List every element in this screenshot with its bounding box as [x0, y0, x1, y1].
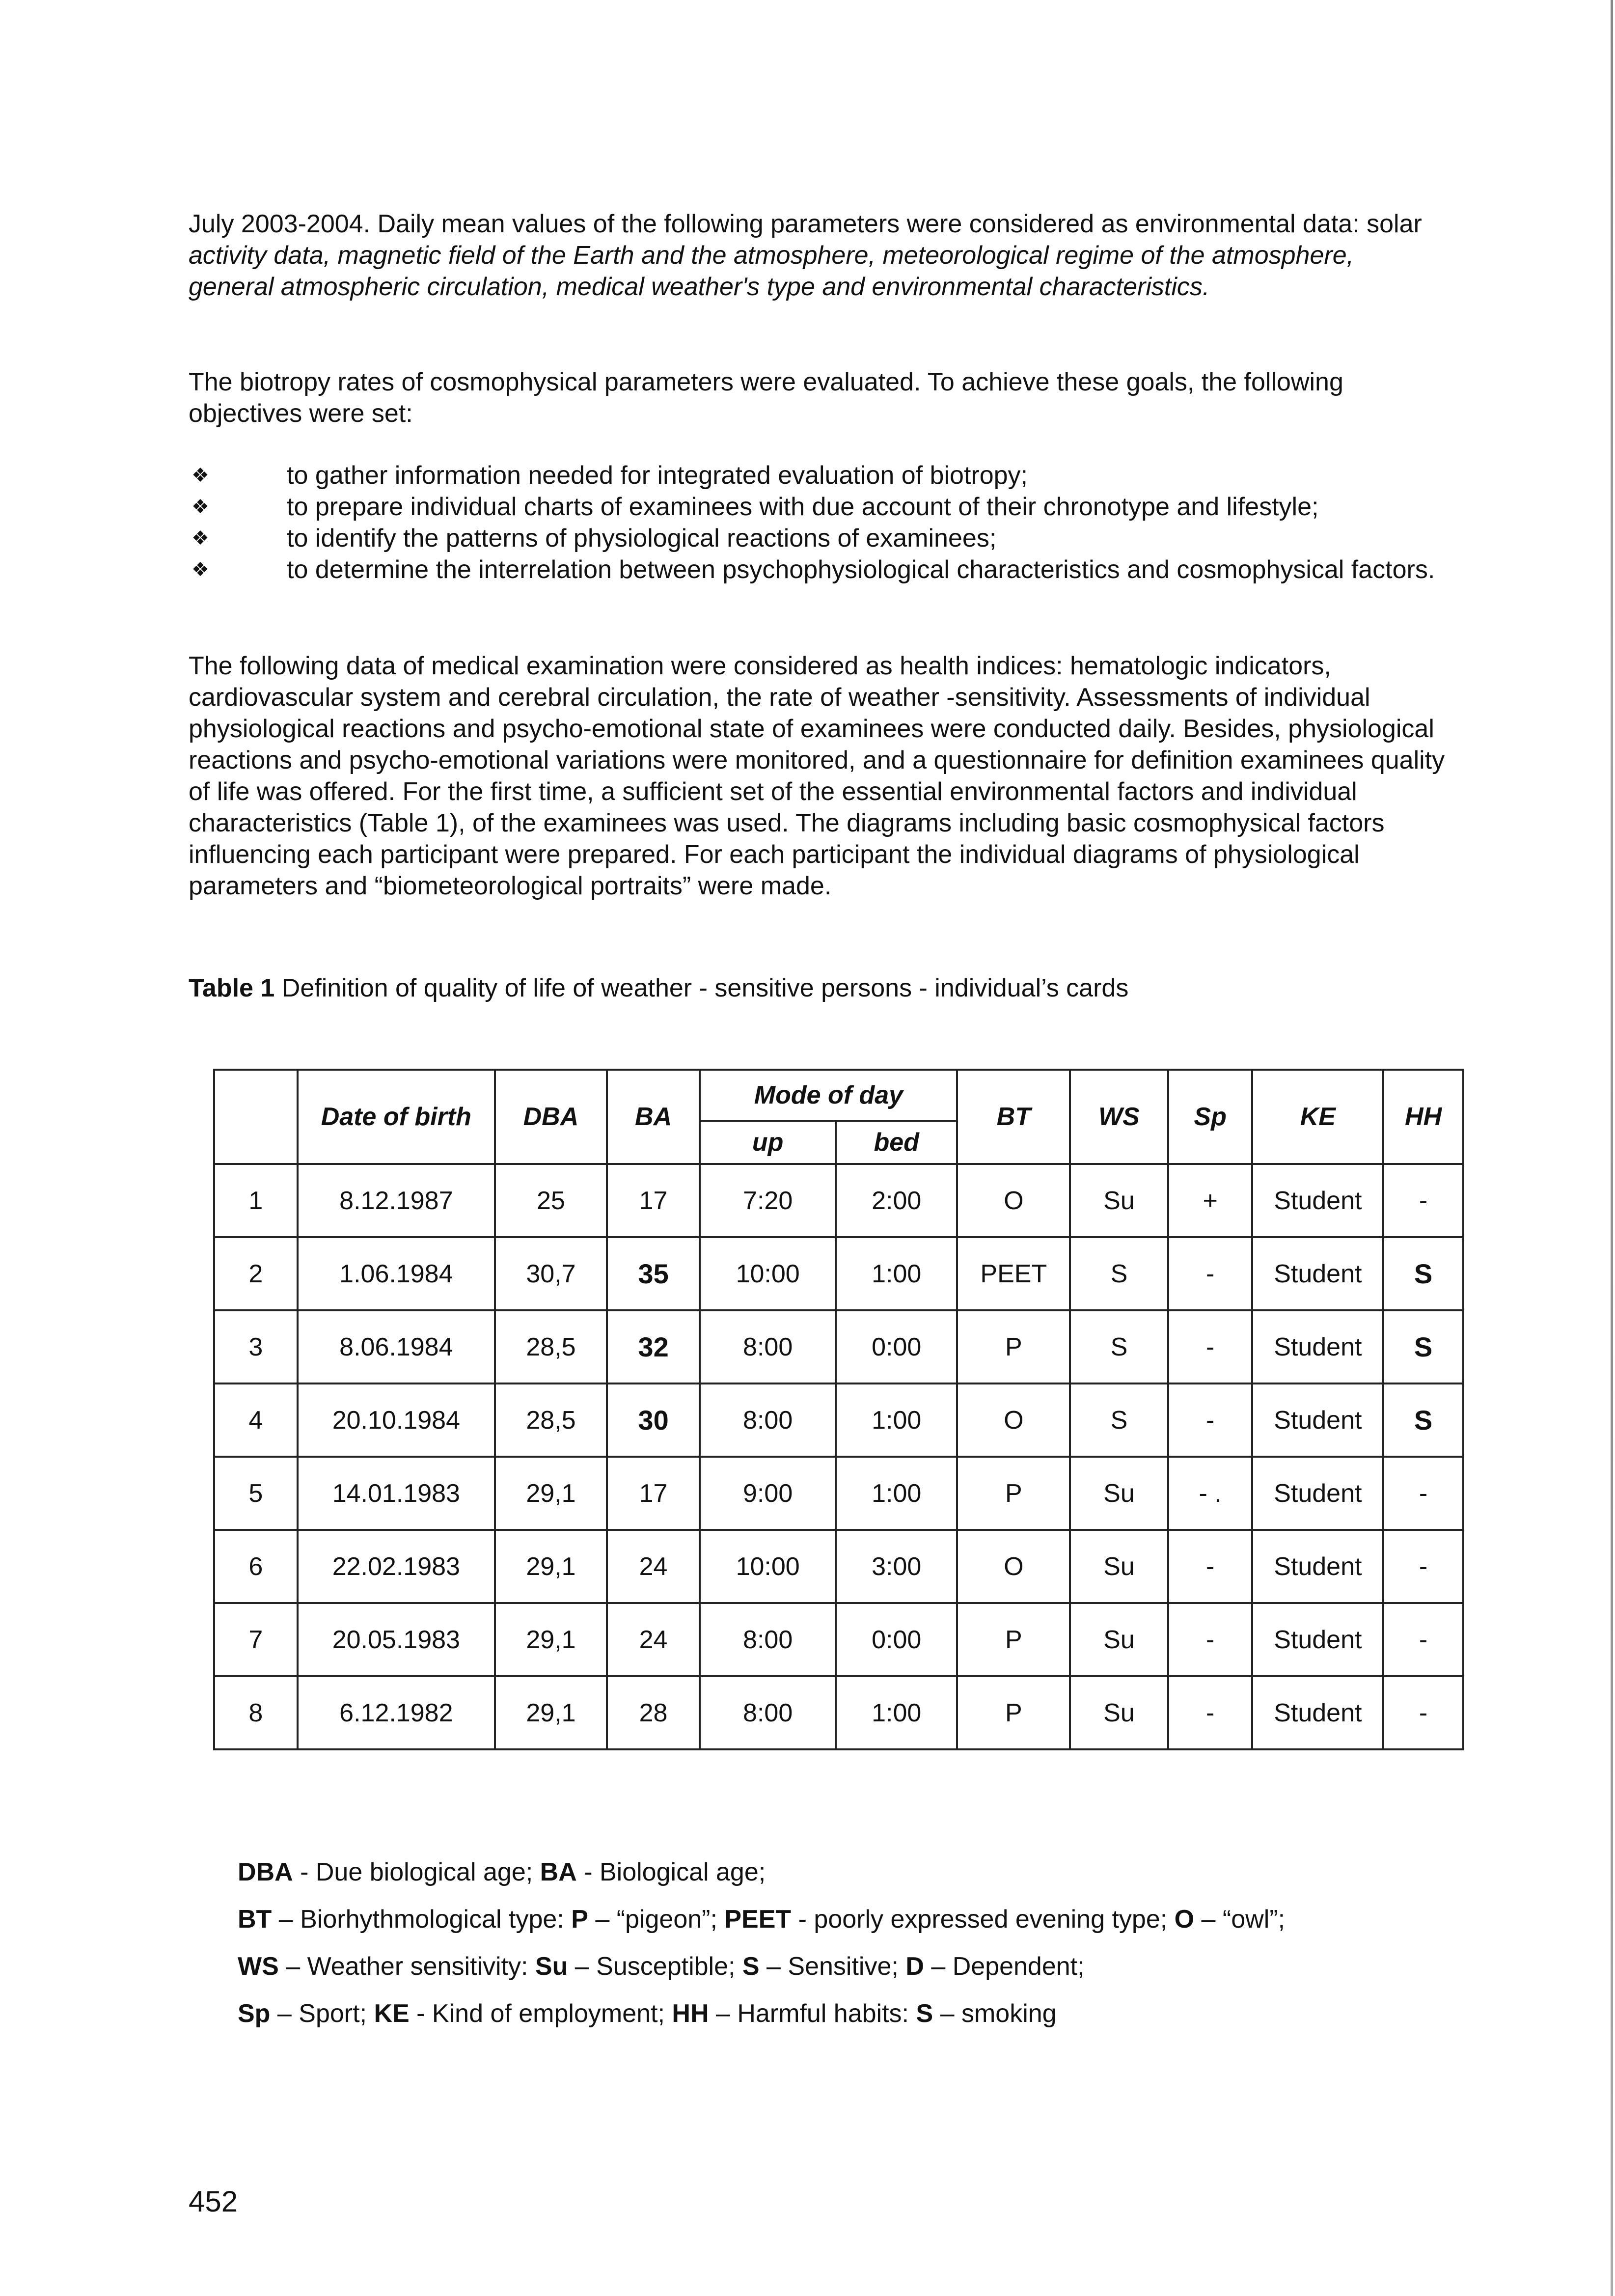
- table-row: [214, 1676, 1463, 1749]
- cell-bt: O: [957, 1383, 1070, 1457]
- legend-definition: – Weather sensitivity:: [278, 1952, 535, 1981]
- legend-term: P: [571, 1905, 588, 1934]
- cell-hh: -: [1383, 1676, 1463, 1749]
- cell-up: 9:00: [700, 1457, 836, 1530]
- cell-ke: Student: [1252, 1310, 1383, 1383]
- table-caption-label: Table 1: [189, 974, 275, 1002]
- list-item: [189, 491, 1446, 523]
- cell-bt: O: [957, 1530, 1070, 1603]
- cell-ke: Student: [1252, 1457, 1383, 1530]
- legend-definition: – Sport;: [270, 1999, 374, 2028]
- cell-hh: -: [1383, 1530, 1463, 1603]
- cell-bt: P: [957, 1603, 1070, 1676]
- legend-term: O: [1174, 1905, 1195, 1934]
- cell-dob: 22.02.1983: [298, 1530, 495, 1603]
- cell-ba: 24: [607, 1603, 700, 1676]
- bullet-icon: ❖: [192, 465, 209, 486]
- table-row: [214, 1383, 1463, 1457]
- cell-ws: Su: [1070, 1603, 1168, 1676]
- cell-up: 8:00: [700, 1676, 836, 1749]
- legend-line-weather-sensitivity: [238, 1951, 1465, 1982]
- legend-definition: - poorly expressed evening type;: [791, 1905, 1175, 1934]
- cell-dob: 8.06.1984: [298, 1310, 495, 1383]
- cell-dba: 29,1: [495, 1676, 607, 1749]
- cell-ke: Student: [1252, 1164, 1383, 1237]
- cell-dba: 28,5: [495, 1383, 607, 1457]
- cell-up: 7:20: [700, 1164, 836, 1237]
- header-up: up: [700, 1121, 836, 1164]
- cell-ba: 28: [607, 1676, 700, 1749]
- objectives-list: [189, 460, 1446, 585]
- legend-term: BA: [540, 1858, 577, 1886]
- cell-bt: P: [957, 1310, 1070, 1383]
- cell-dob: 20.05.1983: [298, 1603, 495, 1676]
- table-row: [214, 1237, 1463, 1310]
- bullet-icon: ❖: [192, 496, 209, 518]
- cell-dob: 8.12.1987: [298, 1164, 495, 1237]
- legend-definition: – Biorhythmological type:: [272, 1905, 572, 1934]
- header-date-of-birth: Date of birth: [298, 1070, 495, 1164]
- cell-index: 2: [214, 1237, 298, 1310]
- legend-definition: – Susceptible;: [568, 1952, 742, 1981]
- legend-definition: - Biological age;: [576, 1858, 766, 1886]
- cell-up: 8:00: [700, 1603, 836, 1676]
- cell-ws: Su: [1070, 1530, 1168, 1603]
- cell-sp: +: [1168, 1164, 1253, 1237]
- cell-ke: Student: [1252, 1676, 1383, 1749]
- header-sp: Sp: [1168, 1070, 1253, 1164]
- bullet-icon: ❖: [192, 527, 209, 549]
- cell-sp: -: [1168, 1383, 1253, 1457]
- paragraph1-lead: July 2003-2004. Daily mean values of the following parameters were considered as environmental data: solar: [189, 210, 1422, 238]
- list-item-text: to gather information needed for integrated evaluation of biotropy;: [287, 461, 1028, 490]
- cell-ke: Student: [1252, 1383, 1383, 1457]
- cell-ba: 35: [607, 1237, 700, 1310]
- header-ke: KE: [1252, 1070, 1383, 1164]
- cell-hh: -: [1383, 1164, 1463, 1237]
- legend-term: S: [742, 1952, 760, 1981]
- table-row: [214, 1164, 1463, 1237]
- cell-sp: -: [1168, 1676, 1253, 1749]
- cell-dba: 29,1: [495, 1603, 607, 1676]
- paragraph-objectives-intro: The biotropy rates of cosmophysical parameters were evaluated. To achieve these goals, the following objectives were set:: [189, 368, 1343, 428]
- cell-hh: S: [1383, 1383, 1463, 1457]
- paragraph-environmental-data: [189, 208, 1446, 303]
- cell-ws: Su: [1070, 1676, 1168, 1749]
- cell-bt: P: [957, 1676, 1070, 1749]
- cell-bed: 0:00: [836, 1310, 958, 1383]
- table-row: [214, 1310, 1463, 1383]
- header-mode-of-day: Mode of day: [700, 1070, 957, 1121]
- legend-term: D: [905, 1952, 924, 1981]
- legend-term: BT: [238, 1905, 272, 1934]
- legend-line-age: [238, 1856, 1465, 1888]
- cell-dob: 1.06.1984: [298, 1237, 495, 1310]
- legend-term: Su: [535, 1952, 568, 1981]
- legend-definition: – Sensitive;: [759, 1952, 906, 1981]
- cell-ba: 24: [607, 1530, 700, 1603]
- cell-index: 5: [214, 1457, 298, 1530]
- legend-term: WS: [238, 1952, 279, 1981]
- paragraph1-italic: activity data, magnetic field of the Earth and the atmosphere, meteorological regime of the atmosphere, general atmospheric circulation, medical weather's type and environmental characteristics.: [189, 241, 1354, 301]
- cell-ws: Su: [1070, 1457, 1168, 1530]
- cell-bed: 1:00: [836, 1676, 958, 1749]
- table-caption: [189, 972, 1128, 1004]
- cell-index: 1: [214, 1164, 298, 1237]
- cell-bed: 1:00: [836, 1383, 958, 1457]
- cell-bed: 3:00: [836, 1530, 958, 1603]
- header-dba: DBA: [495, 1070, 607, 1164]
- legend-term: DBA: [238, 1858, 293, 1886]
- legend-term: S: [916, 1999, 933, 2028]
- cell-index: 8: [214, 1676, 298, 1749]
- cell-index: 4: [214, 1383, 298, 1457]
- cell-ba: 17: [607, 1164, 700, 1237]
- paragraph-health-indices: The following data of medical examination were considered as health indices: hematologic indicators, cardiovascular system and cerebral circulation, the rate of weather -sensitivity. Assessments of individual physiological reactions and psycho-emotional state of examinees were conducted daily. Besides, physiological reactions and psycho-emotional variations were monitored, and a questionnaire for definition examinees quality of life was offered. For the first time, a sufficient set of the essential environmental factors and individual characteristics (Table 1), of the examinees was used. The diagrams including basic cosmophysical factors influencing each participant were prepared. For each participant the individual diagrams of physiological parameters and “biometeorological portraits” were made.: [189, 652, 1445, 900]
- legend-definition: – Harmful habits:: [709, 1999, 916, 2028]
- list-item: [189, 460, 1446, 491]
- table-legend: [238, 1856, 1465, 2045]
- cell-bed: 1:00: [836, 1237, 958, 1310]
- legend-definition: - Due biological age;: [293, 1858, 540, 1886]
- cell-bt: PEET: [957, 1237, 1070, 1310]
- cell-ke: Student: [1252, 1237, 1383, 1310]
- header-ba: BA: [607, 1070, 700, 1164]
- cell-hh: -: [1383, 1457, 1463, 1530]
- cell-ws: S: [1070, 1383, 1168, 1457]
- cell-sp: -: [1168, 1237, 1253, 1310]
- cell-ba: 17: [607, 1457, 700, 1530]
- list-item: [189, 523, 1446, 554]
- cell-index: 6: [214, 1530, 298, 1603]
- table-row: [214, 1530, 1463, 1603]
- cell-dba: 25: [495, 1164, 607, 1237]
- cell-up: 8:00: [700, 1310, 836, 1383]
- cell-dba: 30,7: [495, 1237, 607, 1310]
- cell-hh: S: [1383, 1310, 1463, 1383]
- cell-dba: 29,1: [495, 1457, 607, 1530]
- list-item-text: to prepare individual charts of examinees with due account of their chronotype and lifestyle;: [287, 493, 1319, 521]
- individual-cards-table: [213, 1069, 1464, 1750]
- cell-bt: P: [957, 1457, 1070, 1530]
- cell-ws: S: [1070, 1237, 1168, 1310]
- cell-hh: -: [1383, 1603, 1463, 1676]
- cell-dob: 20.10.1984: [298, 1383, 495, 1457]
- cell-up: 10:00: [700, 1530, 836, 1603]
- legend-line-habits: [238, 1998, 1465, 2029]
- cell-bed: 0:00: [836, 1603, 958, 1676]
- list-item-text: to determine the interrelation between psychophysiological characteristics and cosmophysical factors.: [287, 555, 1435, 584]
- cell-sp: -: [1168, 1310, 1253, 1383]
- cell-sp: -: [1168, 1530, 1253, 1603]
- list-item-text: to identify the patterns of physiological reactions of examinees;: [287, 524, 997, 553]
- cell-dba: 28,5: [495, 1310, 607, 1383]
- list-item: [189, 554, 1446, 585]
- legend-line-biorhythm: [238, 1904, 1465, 1935]
- header-ws: WS: [1070, 1070, 1168, 1164]
- cell-sp: -: [1168, 1603, 1253, 1676]
- table-row: [214, 1603, 1463, 1676]
- cell-up: 8:00: [700, 1383, 836, 1457]
- table-row: [214, 1457, 1463, 1530]
- legend-definition: – smoking: [933, 1999, 1057, 2028]
- cell-index: 3: [214, 1310, 298, 1383]
- legend-definition: – Dependent;: [924, 1952, 1085, 1981]
- cell-ws: Su: [1070, 1164, 1168, 1237]
- header-hh: HH: [1383, 1070, 1463, 1164]
- cell-ke: Student: [1252, 1603, 1383, 1676]
- legend-term: HH: [672, 1999, 709, 2028]
- cell-hh: S: [1383, 1237, 1463, 1310]
- cell-bed: 2:00: [836, 1164, 958, 1237]
- page-number: 452: [189, 2185, 238, 2218]
- header-index: [214, 1070, 298, 1164]
- table-caption-text: Definition of quality of life of weather - sensitive persons - individual’s cards: [274, 974, 1129, 1002]
- legend-definition: – “pigeon”;: [588, 1905, 725, 1934]
- header-bt: BT: [957, 1070, 1070, 1164]
- cell-bt: O: [957, 1164, 1070, 1237]
- cell-up: 10:00: [700, 1237, 836, 1310]
- scan-edge-shadow: [1611, 0, 1613, 2296]
- header-bed: bed: [836, 1121, 958, 1164]
- cell-ws: S: [1070, 1310, 1168, 1383]
- legend-term: PEET: [724, 1905, 792, 1934]
- cell-dob: 14.01.1983: [298, 1457, 495, 1530]
- cell-dob: 6.12.1982: [298, 1676, 495, 1749]
- legend-definition: – “owl”;: [1194, 1905, 1286, 1934]
- legend-definition: - Kind of employment;: [409, 1999, 672, 2028]
- cell-bed: 1:00: [836, 1457, 958, 1530]
- cell-ke: Student: [1252, 1530, 1383, 1603]
- legend-term: KE: [374, 1999, 410, 2028]
- cell-index: 7: [214, 1603, 298, 1676]
- cell-ba: 30: [607, 1383, 700, 1457]
- cell-ba: 32: [607, 1310, 700, 1383]
- cell-sp: - .: [1168, 1457, 1253, 1530]
- legend-term: Sp: [238, 1999, 271, 2028]
- bullet-icon: ❖: [192, 559, 209, 581]
- cell-dba: 29,1: [495, 1530, 607, 1603]
